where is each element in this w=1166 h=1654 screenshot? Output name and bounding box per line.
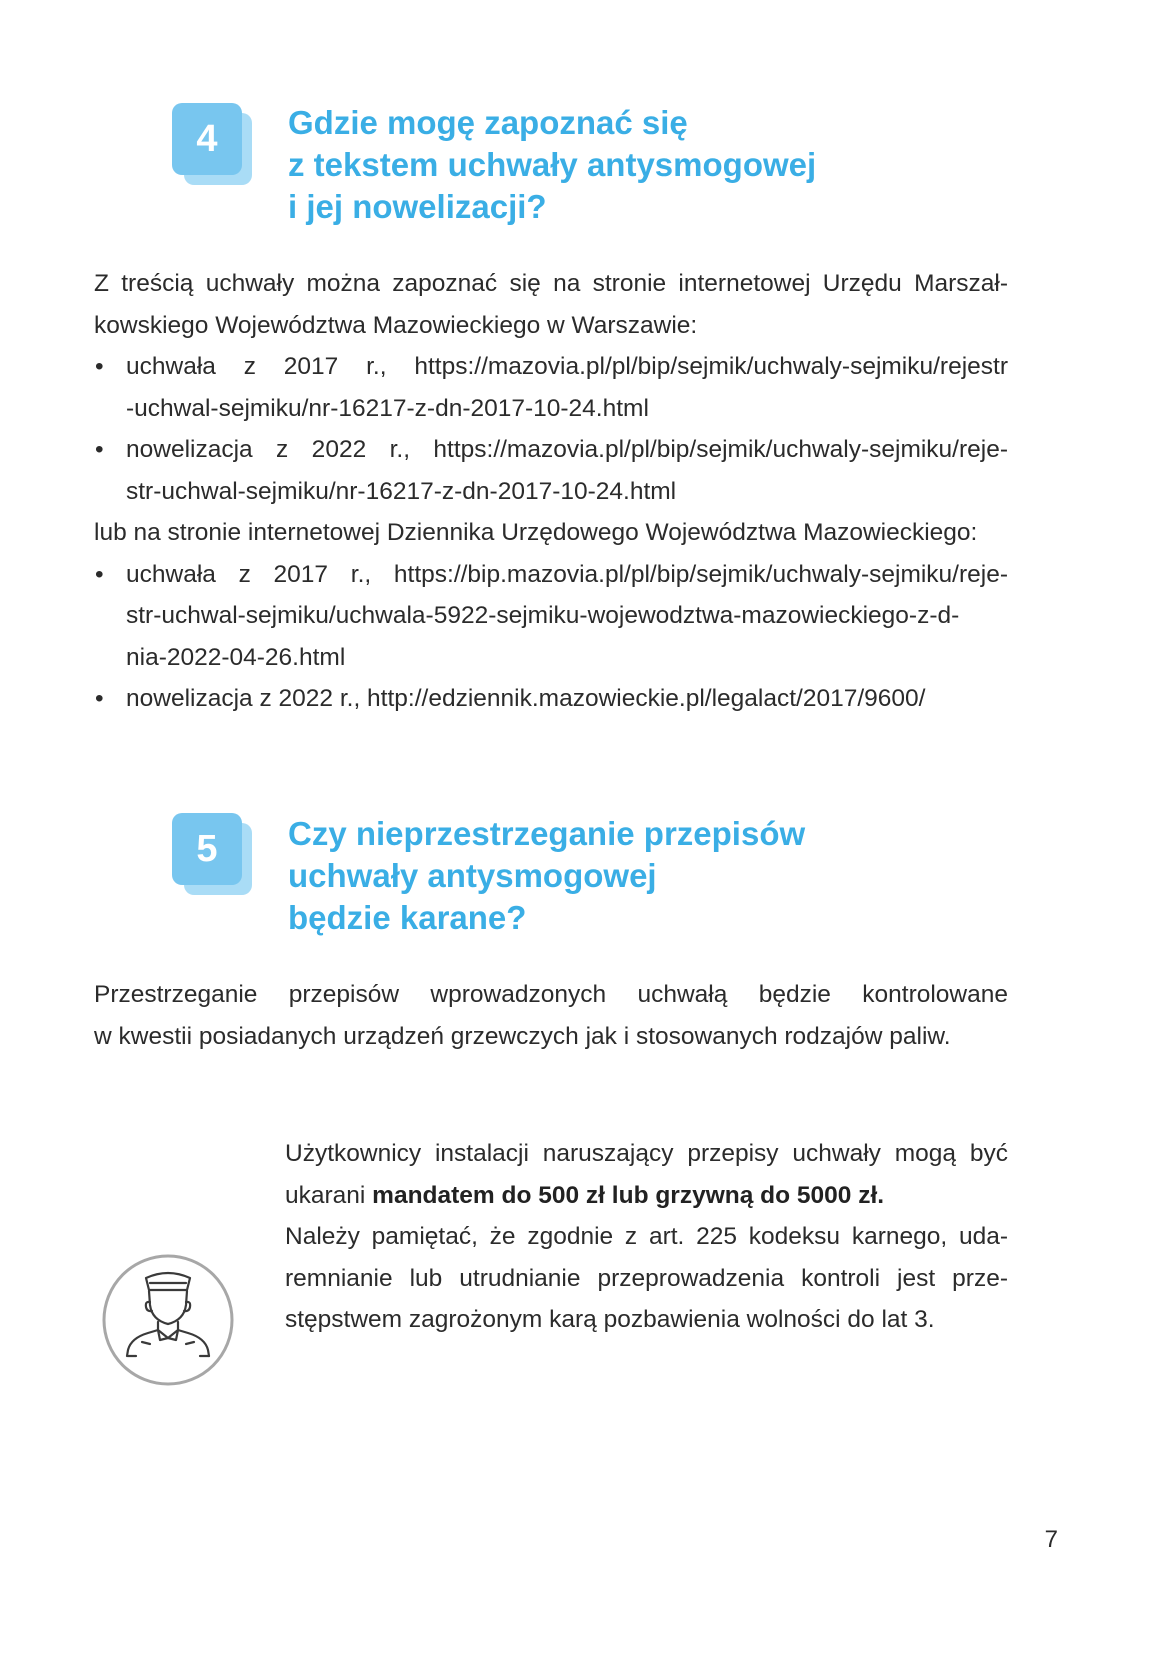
section-5-number: 5 xyxy=(172,813,242,885)
section-4-badge xyxy=(172,103,252,185)
officer-icon xyxy=(98,1250,238,1390)
title-line: Gdzie mogę zapoznać się xyxy=(288,104,688,141)
list-item-line: • nowelizacja z 2022 r., https://mazovia.pl/pl/bip/sejmik/uchwaly-sejmiku/reje- xyxy=(126,436,1008,463)
section-4-body xyxy=(94,263,1008,720)
section-5-paragraph xyxy=(94,974,1008,1057)
title-line: uchwały antysmogowej xyxy=(288,857,657,894)
paragraph-line: Przestrzeganie przepisów wprowadzonych uchwałą będzie kontrolowane xyxy=(94,981,1008,1008)
intro-line: Z treścią uchwały można zapoznać się na stronie internetowej Urzędu Marszał- xyxy=(94,270,1008,297)
title-line: i jej nowelizacji? xyxy=(288,188,547,225)
list-item-line: str-uchwal-sejmiku/uchwala-5922-sejmiku-wojewodztwa-mazowieckiego-z-d- xyxy=(126,602,960,629)
page-number: 7 xyxy=(1044,1526,1058,1553)
section-4-title xyxy=(288,102,816,228)
section-5-badge xyxy=(172,813,252,895)
list-item-line: nia-2022-04-26.html xyxy=(126,643,346,671)
paragraph-line: w kwestii posiadanych urządzeń grzewczych jak i stosowanych rodzajów paliw. xyxy=(94,1022,951,1050)
title-line: Czy nieprzestrzeganie przepisów xyxy=(288,815,806,852)
fine-amount-text: mandatem do 500 zł lub grzywną do 5000 zł. xyxy=(372,1181,885,1209)
officer-line: Należy pamiętać, że zgodnie z art. 225 kodeksu karnego, uda- xyxy=(285,1223,1008,1250)
list-item-line: • uchwała z 2017 r., https://mazovia.pl/pl/bip/sejmik/uchwaly-sejmiku/rejestr xyxy=(126,353,1008,380)
officer-line xyxy=(285,1175,1008,1217)
list-item-line: • uchwała z 2017 r., https://bip.mazovia.pl/pl/bip/sejmik/uchwaly-sejmiku/reje- xyxy=(126,560,1008,588)
list-item xyxy=(94,346,1008,429)
intro-paragraph xyxy=(94,263,1008,346)
officer-line: Użytkownicy instalacji naruszający przepisy uchwały mogą być xyxy=(285,1140,1008,1167)
title-line: będzie karane? xyxy=(288,899,527,936)
officer-line: remnianie lub utrudnianie przeprowadzenia kontroli jest prze- xyxy=(285,1264,1008,1292)
list-item-line: str-uchwal-sejmiku/nr-16217-z-dn-2017-10-24.html xyxy=(126,477,677,505)
list-item xyxy=(94,429,1008,512)
title-line: z tekstem uchwały antysmogowej xyxy=(288,146,817,183)
intro-line: kowskiego Województwa Mazowieckiego w Warszawie: xyxy=(94,311,698,339)
list-item xyxy=(94,554,1008,679)
officer-line: stępstwem zagrożonym karą pozbawienia wolności do lat 3. xyxy=(285,1306,935,1333)
list-item xyxy=(94,678,1008,720)
middle-paragraph: lub na stronie internetowej Dziennika Urzędowego Województwa Mazowieckiego: xyxy=(94,519,978,546)
section-4-number: 4 xyxy=(172,103,242,175)
list-item-line: -uchwal-sejmiku/nr-16217-z-dn-2017-10-24.html xyxy=(126,394,649,422)
officer-line-start: ukarani xyxy=(285,1181,373,1209)
list-item-line: • nowelizacja z 2022 r., http://edziennik.mazowieckie.pl/legalact/2017/9600/ xyxy=(126,685,926,712)
section-5-title xyxy=(288,813,805,939)
officer-paragraph xyxy=(285,1133,1008,1341)
